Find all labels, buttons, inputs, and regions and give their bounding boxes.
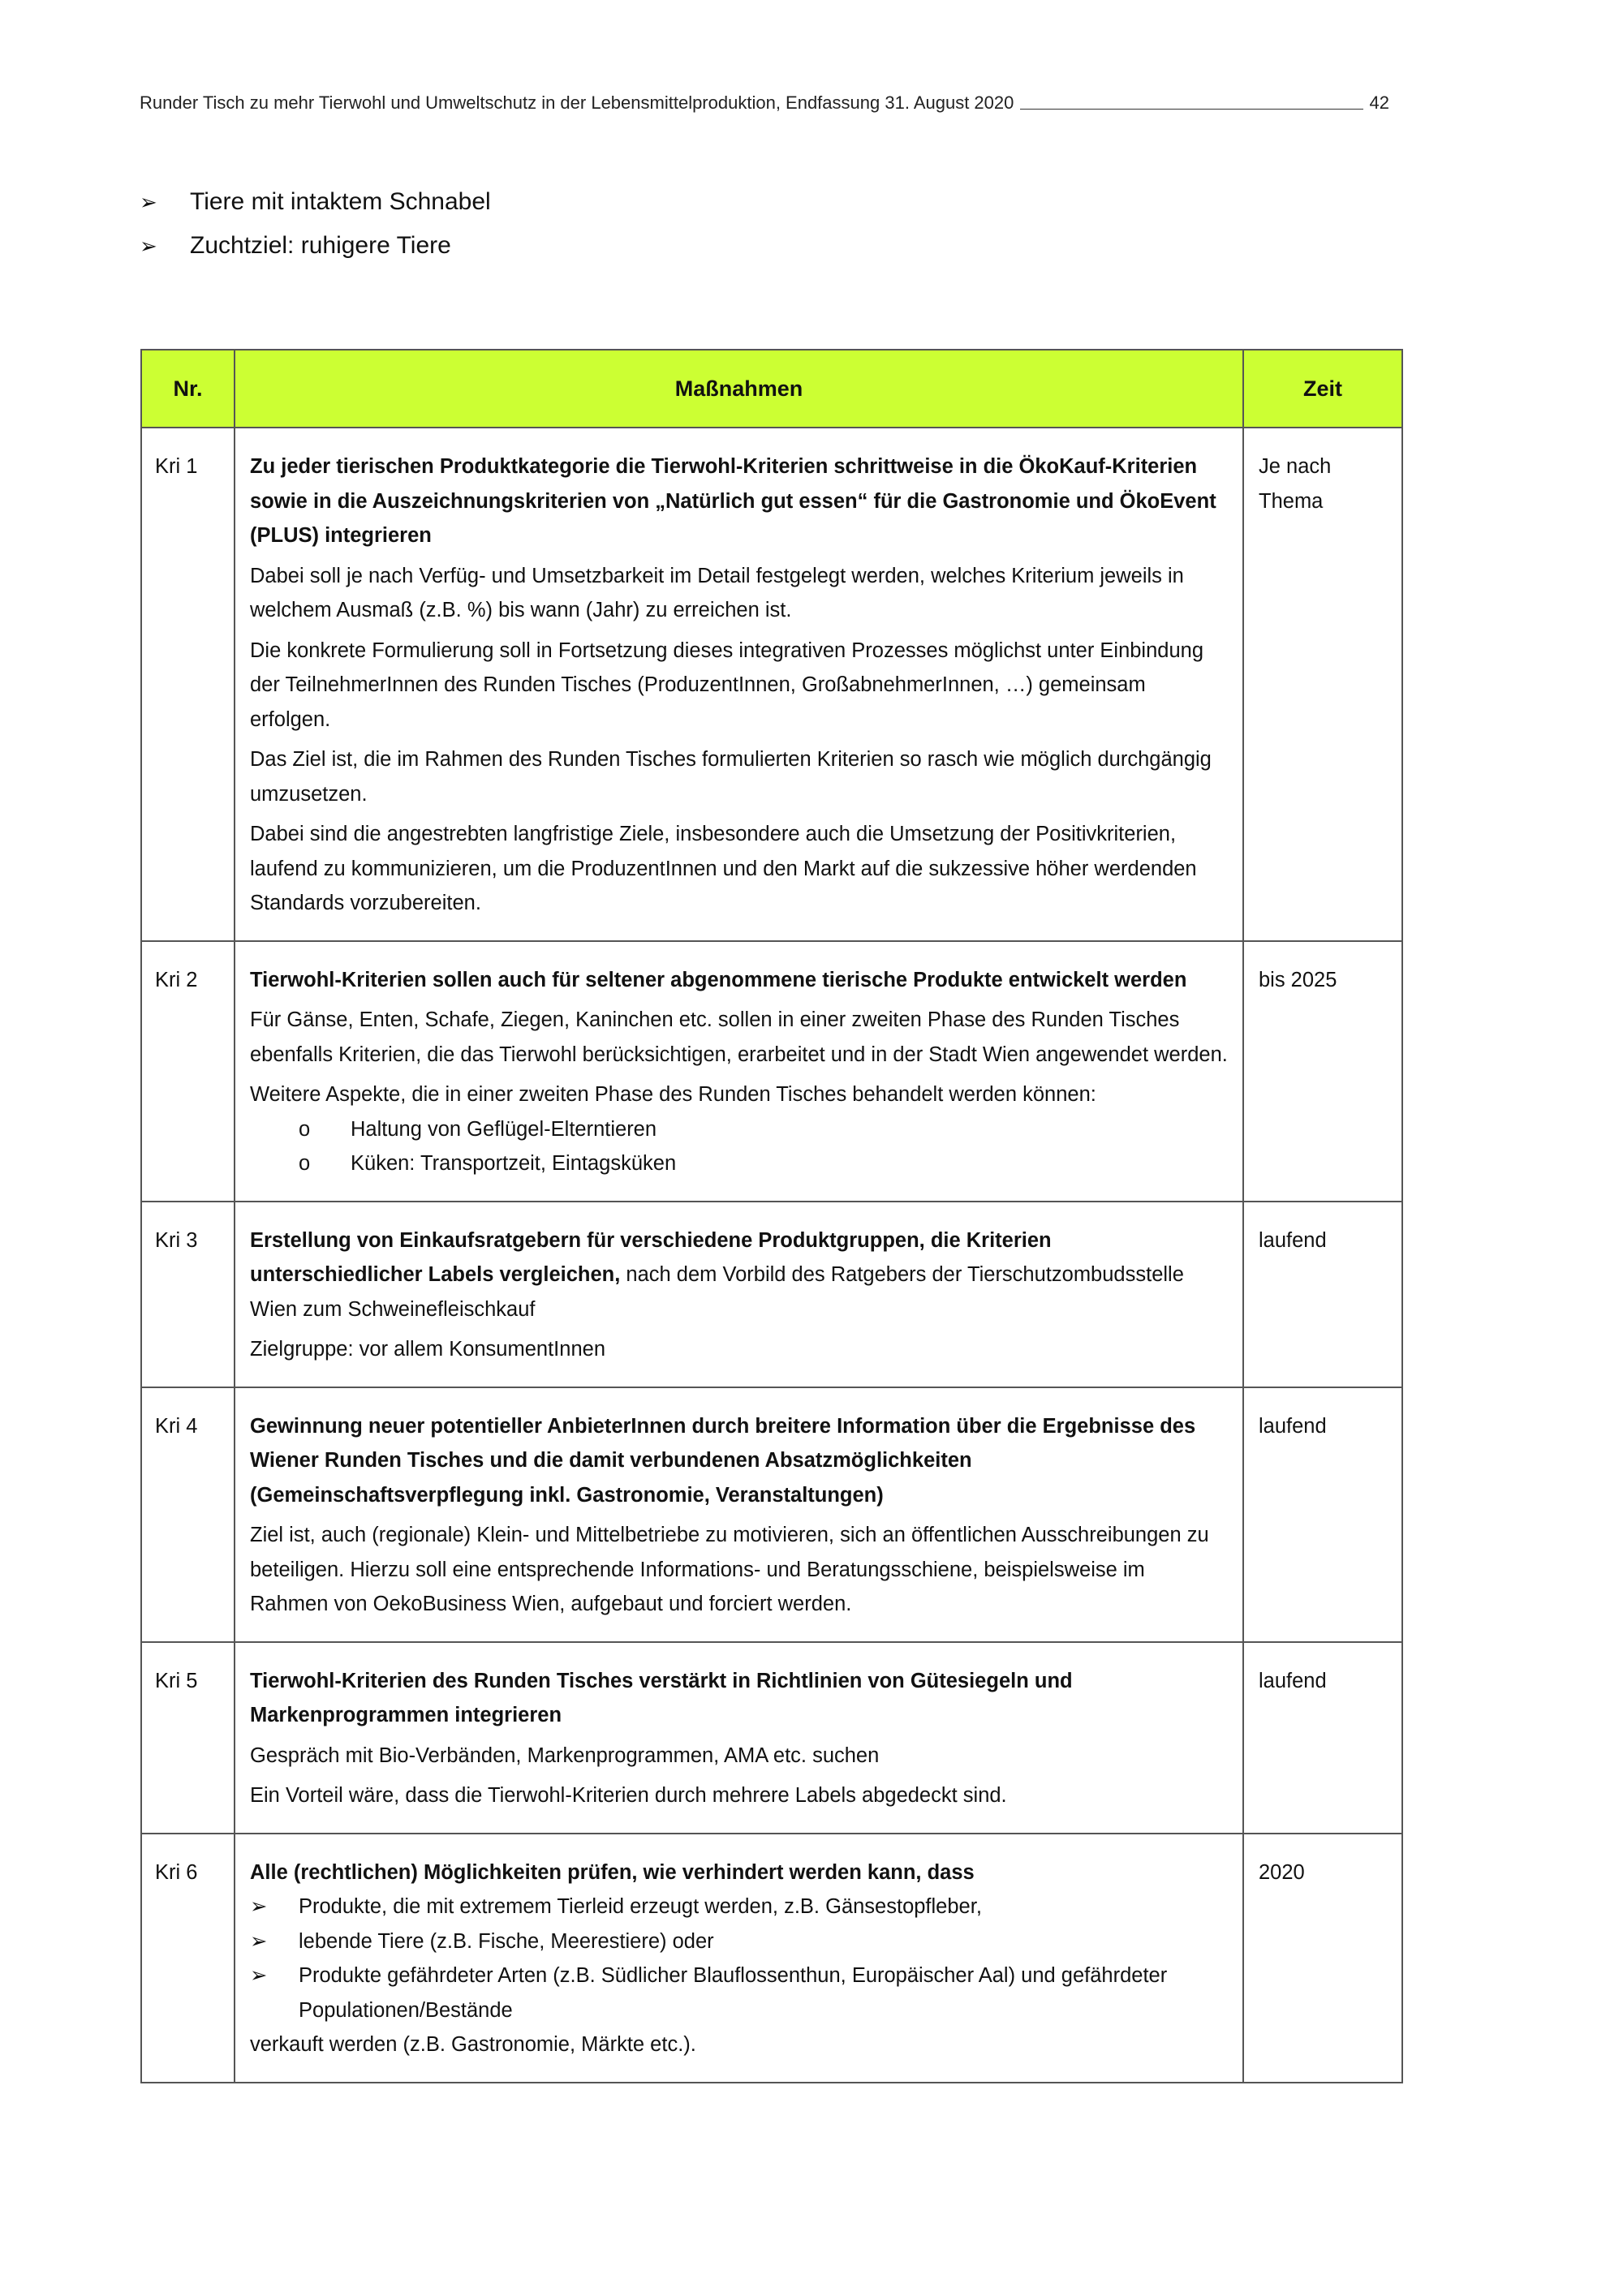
measure-title: Zu jeder tierischen Produktkategorie die Tierwohl-Kriterien schrittweise in die ÖkoKauf-Kriterien sowie in die Auszeichnungskriterien von „Natürlich gut essen“ für die Gastronomie und ÖkoEvent (PLUS) integrieren bbox=[250, 455, 1216, 547]
row-nr: Kri 3 bbox=[141, 1202, 235, 1387]
measure-paragraph: Gespräch mit Bio-Verbänden, Markenprogrammen, AMA etc. suchen bbox=[250, 1743, 880, 1767]
row-nr: Kri 2 bbox=[141, 941, 235, 1202]
arrow-list-item: ➢ Produkte, die mit extremem Tierleid erzeugt werden, z.B. Gänsestopfleber, bbox=[250, 1890, 1228, 1924]
measure-title-rest: nach dem Vorbild des Ratgebers der Tierschutzombudsstelle Wien zum Schweinefleischkauf bbox=[250, 1263, 1184, 1321]
list-item: ➢ Zuchtziel: ruhigere Tiere bbox=[140, 232, 451, 259]
sub-list-item: o Haltung von Geflügel-Elterntieren bbox=[299, 1112, 1228, 1147]
arrow-bullet-icon: ➢ bbox=[140, 233, 157, 258]
measure-title: Gewinnung neuer potentieller AnbieterInnen durch breitere Information über die Ergebnisse des Wiener Runden Tisches und die damit verbundenen Absatzmöglichkeiten (Gemeinschaftsverpflegung inkl. Gastronomie, Veranstaltungen) bbox=[250, 1414, 1196, 1507]
header-massnahmen: Maßnahmen bbox=[235, 350, 1243, 428]
circle-bullet-icon: o bbox=[299, 1117, 311, 1141]
row-zeit: laufend bbox=[1243, 1642, 1402, 1834]
arrow-bullet-icon: ➢ bbox=[250, 1895, 268, 1918]
table-row bbox=[141, 1387, 1402, 1642]
measure-paragraph: Weitere Aspekte, die in einer zweiten Phase des Runden Tisches behandelt werden können: bbox=[250, 1083, 1096, 1106]
page-number: 42 bbox=[1369, 92, 1389, 113]
measure-paragraph: Ziel ist, auch (regionale) Klein- und Mittelbetriebe zu motivieren, sich an öffentlichen Ausschreibungen zu beteiligen. Hierzu soll eine entsprechende Informations- und Beratungsschiene, beispielsweise im Rahmen von OekoBusiness Wien, aufgebaut und forciert werden. bbox=[250, 1524, 1209, 1615]
sub-list-item: o Küken: Transportzeit, Eintagsküken bbox=[299, 1146, 1228, 1181]
measure-title-block bbox=[250, 1223, 1228, 1327]
row-measure bbox=[235, 1834, 1243, 2083]
measure-title: Tierwohl-Kriterien sollen auch für seltener abgenommene tierische Produkte entwickelt werden bbox=[250, 968, 1187, 991]
header-nr: Nr. bbox=[141, 350, 235, 428]
row-measure bbox=[235, 941, 1243, 1202]
header-title: Runder Tisch zu mehr Tierwohl und Umweltschutz in der Lebensmittelproduktion, Endfassung 31. August 2020 bbox=[140, 92, 1014, 113]
measures-table bbox=[140, 349, 1403, 2083]
header-rule bbox=[1020, 109, 1363, 110]
arrow-bullet-icon: ➢ bbox=[250, 1929, 268, 1953]
row-zeit: laufend bbox=[1243, 1202, 1402, 1387]
arrow-list-item: ➢ lebende Tiere (z.B. Fische, Meerestiere) oder bbox=[250, 1924, 1228, 1959]
intro-bullet-list bbox=[140, 180, 491, 268]
row-measure bbox=[235, 428, 1243, 941]
header-zeit: Zeit bbox=[1243, 350, 1402, 428]
row-zeit: 2020 bbox=[1243, 1834, 1402, 2083]
page-header bbox=[140, 92, 1389, 114]
table-row bbox=[141, 1642, 1402, 1834]
measure-paragraph: Die konkrete Formulierung soll in Fortsetzung dieses integrativen Prozesses möglichst unter Einbindung der TeilnehmerInnen des Runden Tisches (ProduzentInnen, GroßabnehmerInnen, …) gemeinsam erfolgen. bbox=[250, 638, 1204, 731]
measure-paragraph: Zielgruppe: vor allem KonsumentInnen bbox=[250, 1338, 605, 1361]
table-row bbox=[141, 941, 1402, 1202]
row-nr: Kri 1 bbox=[141, 428, 235, 941]
row-nr: Kri 6 bbox=[141, 1834, 235, 2083]
row-measure bbox=[235, 1387, 1243, 1642]
list-item: ➢ Tiere mit intaktem Schnabel bbox=[140, 188, 491, 215]
table-header-row bbox=[141, 350, 1402, 428]
measure-paragraph: Das Ziel ist, die im Rahmen des Runden Tisches formulierten Kriterien so rasch wie möglich durchgängig umzusetzen. bbox=[250, 748, 1212, 806]
circle-bullet-icon: o bbox=[299, 1152, 311, 1175]
measure-title: Alle (rechtlichen) Möglichkeiten prüfen, wie verhindert werden kann, dass bbox=[250, 1860, 975, 1884]
row-zeit: bis 2025 bbox=[1243, 941, 1402, 1202]
measure-title: Tierwohl-Kriterien des Runden Tisches verstärkt in Richtlinien von Gütesiegeln und Markenprogrammen integrieren bbox=[250, 1669, 1073, 1726]
arrow-bullet-icon: ➢ bbox=[140, 189, 157, 214]
row-nr: Kri 5 bbox=[141, 1642, 235, 1834]
arrow-list-item: ➢ Produkte gefährdeter Arten (z.B. Südlicher Blauflossenthun, Europäischer Aal) und gefährdeter Populationen/Bestände bbox=[250, 1958, 1228, 2027]
measure-title: Erstellung von Einkaufsratgebern für verschiedene Produktgruppen, die Kriterien unterschiedlicher Labels vergleichen, bbox=[250, 1228, 1052, 1286]
measure-paragraph: Für Gänse, Enten, Schafe, Ziegen, Kaninchen etc. sollen in einer zweiten Phase des Runden Tisches ebenfalls Kriterien, die das Tierwohl berücksichtigen, erarbeitet und in der Stadt Wien angewendet werden. bbox=[250, 1008, 1228, 1066]
row-measure bbox=[235, 1202, 1243, 1387]
arrow-bullet-icon: ➢ bbox=[250, 1964, 268, 1987]
row-zeit: laufend bbox=[1243, 1387, 1402, 1642]
table-row bbox=[141, 428, 1402, 941]
row-zeit: Je nach Thema bbox=[1243, 428, 1402, 941]
row-measure bbox=[235, 1642, 1243, 1834]
table-row bbox=[141, 1834, 1402, 2083]
table-row bbox=[141, 1202, 1402, 1387]
row-nr: Kri 4 bbox=[141, 1387, 235, 1642]
measure-closing: verkauft werden (z.B. Gastronomie, Märkte etc.). bbox=[250, 2033, 696, 2056]
measure-paragraph: Dabei sind die angestrebten langfristige Ziele, insbesondere auch die Umsetzung der Positivkriterien, laufend zu kommunizieren, um die ProduzentInnen und den Markt auf die sukzessive höher werdenden Standards vorzubereiten. bbox=[250, 823, 1197, 914]
measure-paragraph: Ein Vorteil wäre, dass die Tierwohl-Kriterien durch mehrere Labels abgedeckt sind. bbox=[250, 1784, 1007, 1807]
measure-paragraph: Dabei soll je nach Verfüg- und Umsetzbarkeit im Detail festgelegt werden, welches Kriterium jeweils in welchem Ausmaß (z.B. %) bis wann (Jahr) zu erreichen ist. bbox=[250, 564, 1184, 621]
